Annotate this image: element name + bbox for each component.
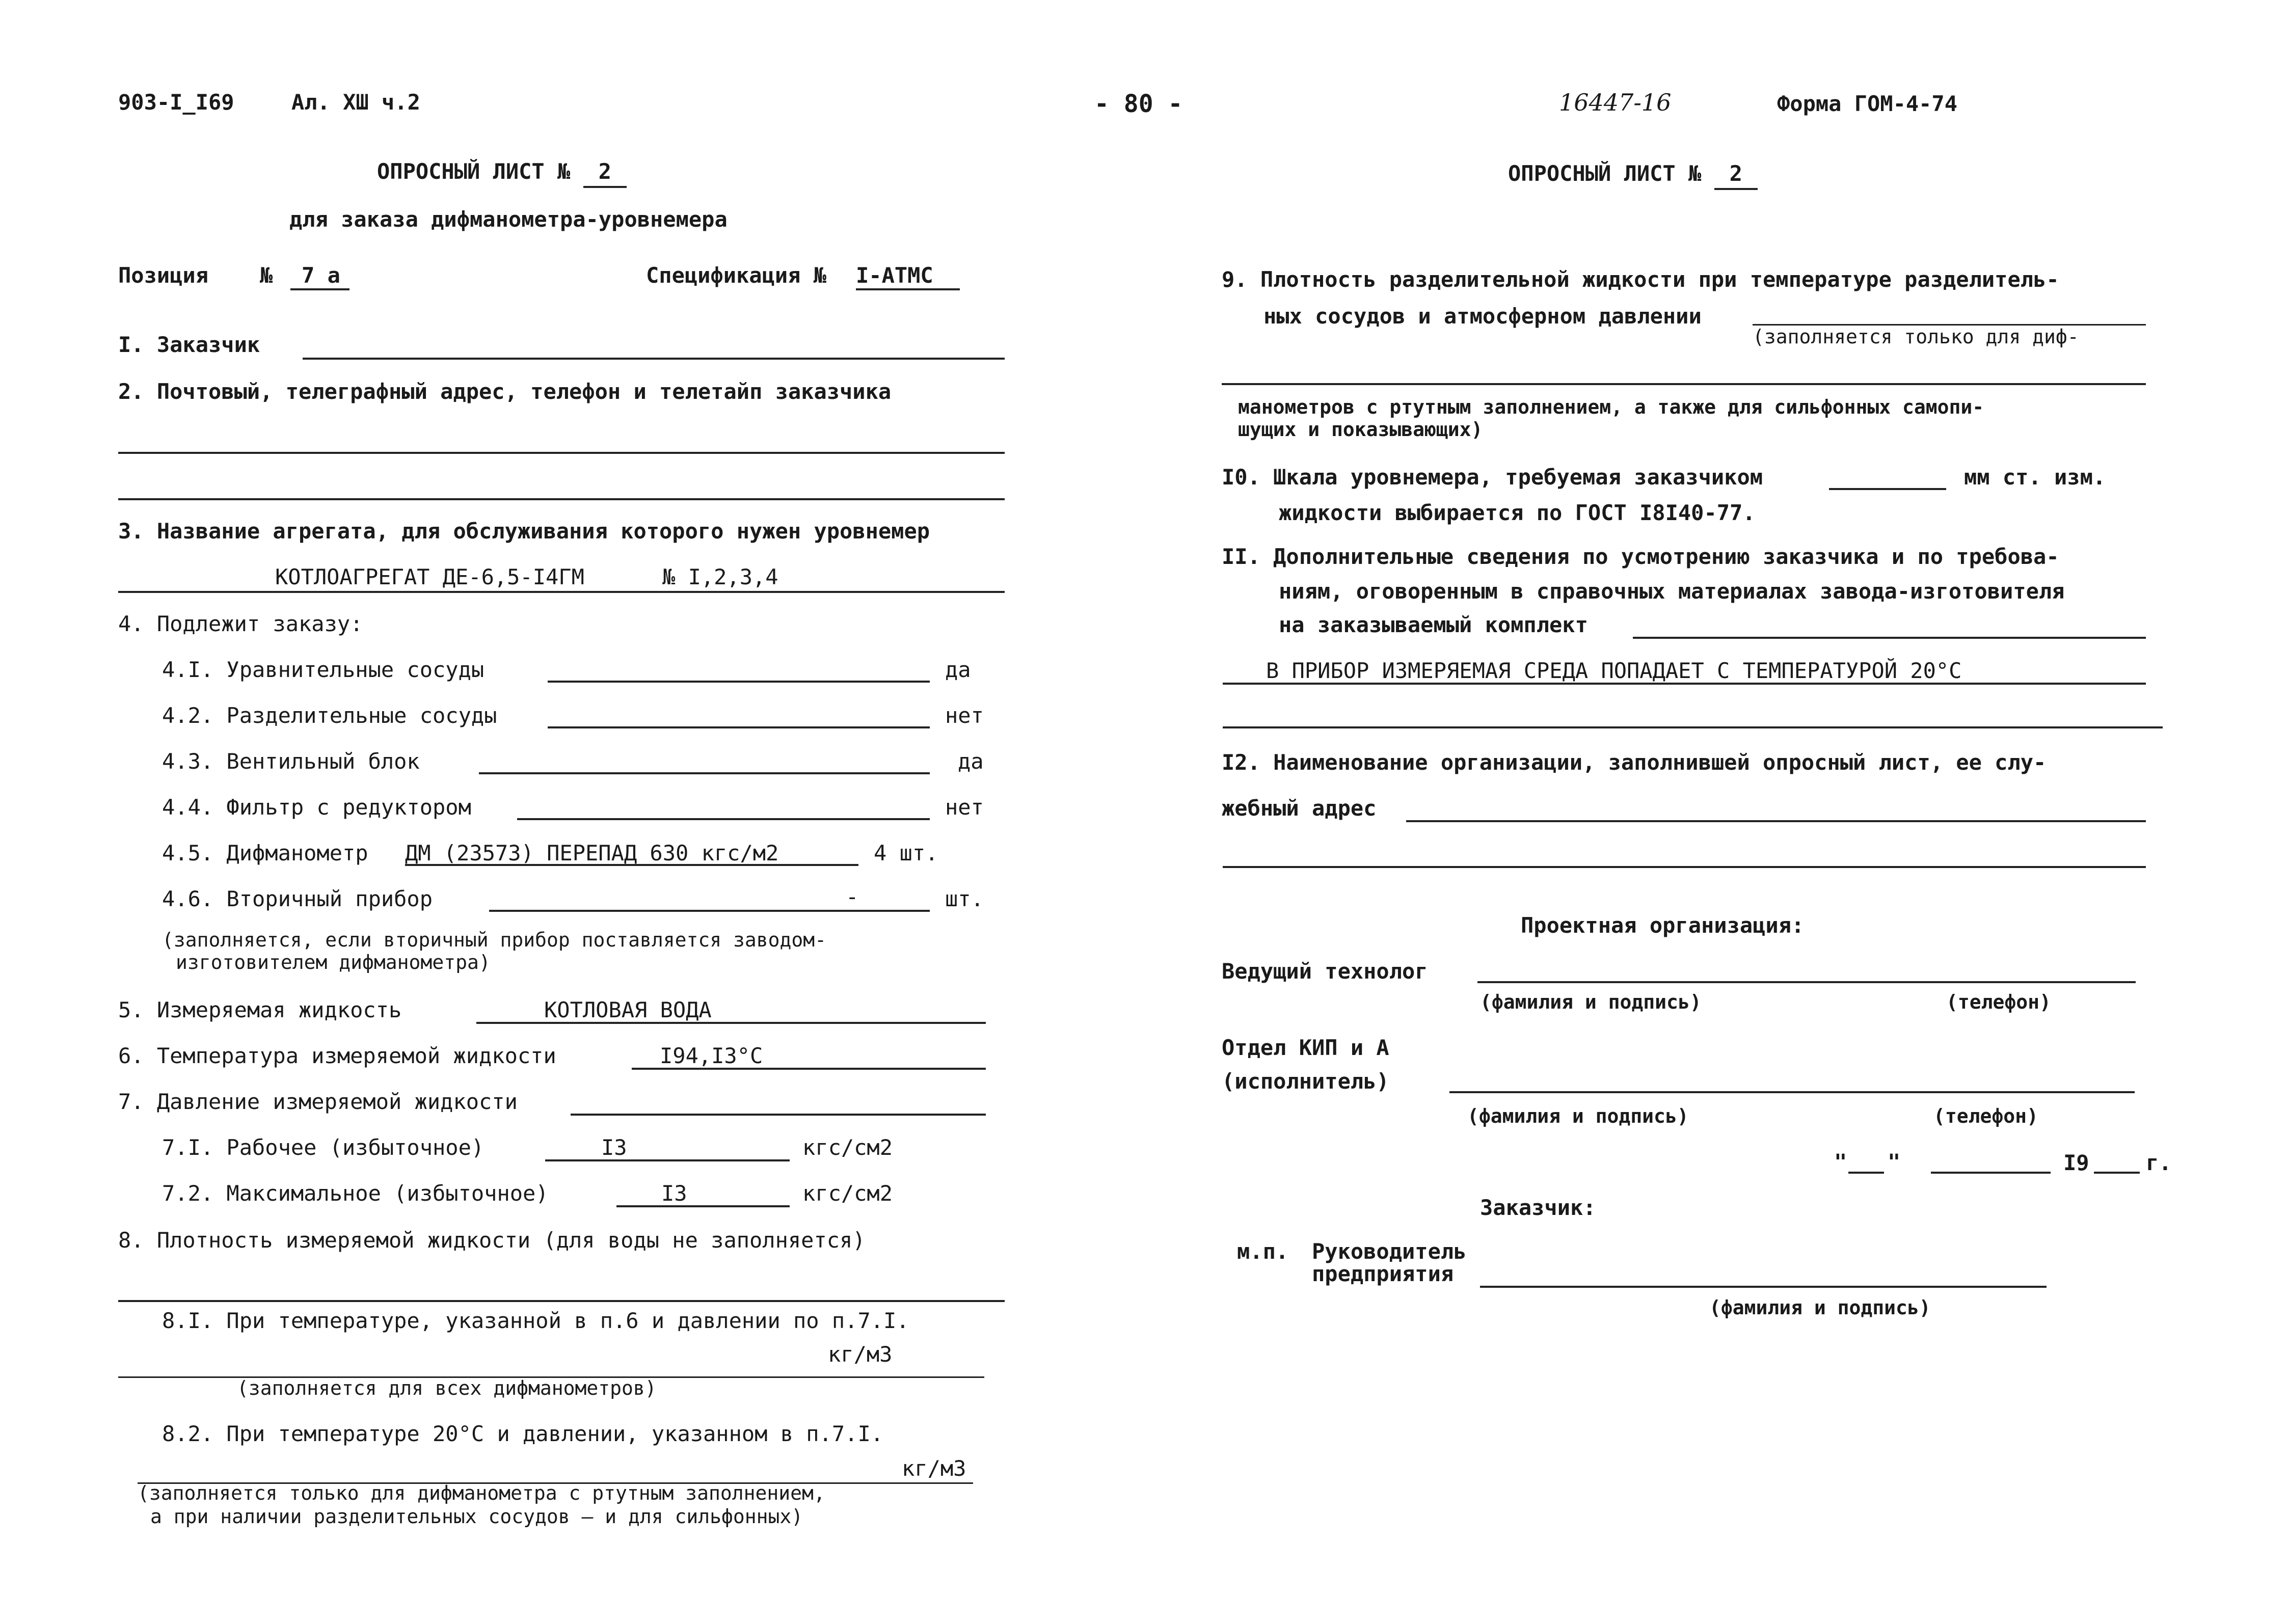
q41-line (548, 681, 930, 683)
q3-line (118, 591, 1005, 593)
left-subtitle: для заказа дифманометра-уровнемера (289, 207, 728, 232)
right-title (1508, 163, 1758, 184)
position-no: № (260, 263, 273, 288)
q11-value-line (1223, 683, 2146, 685)
date-month-line (1931, 1172, 2051, 1174)
q9-note-1: (заполняется только для диф- (1753, 326, 2079, 348)
position-value: 7 а (290, 265, 349, 290)
q43-label: 4.3. Вентильный блок (162, 749, 420, 774)
q45-value: ДМ (23573) ПЕРЕПАД 630 кгс/м2 (405, 841, 779, 865)
q82-note-2: а при наличии разделительных сосудов — и для сильфонных) (150, 1505, 803, 1528)
dept-label-2: (исполнитель) (1222, 1069, 1389, 1094)
q1-line (303, 358, 1005, 360)
q46-note-2: изготовителем дифманометра) (176, 951, 491, 973)
q43-line (479, 772, 930, 774)
q3-unit: 3. Название агрегата, для обслуживания которого нужен уровнемер (118, 519, 930, 544)
q8-line (118, 1300, 1005, 1302)
page-number: - 80 - (1094, 90, 1183, 118)
q6-temperature: 6. Температура измеряемой жидкости (118, 1043, 556, 1068)
head-label-2: предприятия (1312, 1261, 1454, 1286)
q42-label: 4.2. Разделительные сосуды (162, 703, 497, 728)
date-year-line (2094, 1172, 2140, 1174)
q72-value: I3 (661, 1181, 687, 1206)
q44-line (517, 818, 930, 820)
spec-label: Спецификация № (646, 263, 827, 288)
q11-line-3: на заказываемый комплект (1279, 612, 1588, 637)
q2-line-2 (118, 498, 1005, 500)
q9-line-2: ных сосудов и атмосферном давлении (1263, 304, 1702, 329)
q44-value: нет (945, 795, 984, 820)
head-signature-label: (фамилия и подпись) (1709, 1296, 1931, 1319)
q9-note-2: манометров с ртутным заполнением, а также для сильфонных самопи- (1238, 396, 1984, 418)
q45-line (405, 864, 858, 866)
right-title-text: ОПРОСНЫЙ ЛИСТ № (1508, 161, 1702, 186)
head-signature-line (1480, 1286, 2047, 1288)
q46-label: 4.6. Вторичный прибор (162, 886, 433, 911)
date-quote-open: " (1834, 1149, 1847, 1174)
q43-value: да (958, 749, 984, 774)
lead-tech-phone-label: (телефон) (1946, 991, 2051, 1013)
q72-unit: кгс/см2 (802, 1181, 893, 1206)
q42-value: нет (945, 703, 984, 728)
q6-line (632, 1068, 986, 1070)
date-year-suffix: г. (2146, 1150, 2172, 1175)
dept-label-1: Отдел КИП и А (1222, 1035, 1389, 1060)
left-title-text: ОПРОСНЫЙ ЛИСТ № (377, 159, 571, 184)
right-title-number: 2 (1714, 161, 1758, 190)
q12-line-2: жебный адрес (1222, 796, 1377, 821)
q9-note-3: шущих и показывающих) (1238, 418, 1483, 441)
doc-code: 903-I_I69 (118, 90, 234, 115)
q3-value: КОТЛОАГРЕГАТ ДЕ-6,5-I4ГМ (275, 564, 584, 589)
project-org-heading: Проектная организация: (1521, 913, 1805, 938)
date-day-line (1848, 1172, 1884, 1174)
q2-line-1 (118, 452, 1005, 454)
q10-scale: I0. Шкала уровнемера, требуемая заказчиком (1222, 465, 1763, 490)
q9-line (1222, 383, 2146, 385)
q3-numbers: № I,2,3,4 (662, 564, 778, 589)
q5-value: КОТЛОВАЯ ВОДА (544, 997, 712, 1022)
q5-line (476, 1022, 986, 1024)
q81-note: (заполняется для всех дифманометров) (237, 1377, 657, 1399)
q46-line (489, 910, 930, 912)
left-title-number: 2 (583, 159, 627, 188)
q71-unit: кгс/см2 (802, 1135, 893, 1160)
q71-value: I3 (601, 1135, 627, 1160)
q6-unit: °С (737, 1043, 763, 1068)
spec-value: I-АТМС (856, 265, 960, 290)
q44-label: 4.4. Фильтр с редуктором (162, 795, 471, 820)
lead-tech-signature-label: (фамилия и подпись) (1480, 991, 1702, 1013)
dept-phone-label: (телефон) (1933, 1105, 2038, 1127)
handwritten-number: 16447-16 (1559, 89, 1672, 116)
head-label-1: Руководитель (1312, 1239, 1467, 1264)
q6-number: I94,I3 (660, 1043, 737, 1068)
q8-density: 8. Плотность измеряемой жидкости (для воды не заполняется) (118, 1228, 866, 1253)
left-title (377, 161, 627, 182)
q10-line (1829, 488, 1946, 490)
q82-label: 8.2. При температуре 20°С и давлении, указанном в п.7.I. (162, 1421, 884, 1446)
stamp-place-label: м.п. (1237, 1239, 1289, 1264)
q82-note-1: (заполняется только для дифманометра с ртутным заполнением, (138, 1482, 825, 1504)
q2-address: 2. Почтовый, телеграфный адрес, телефон и телетайп заказчика (118, 379, 892, 404)
lead-technologist-label: Ведущий технолог (1222, 959, 1428, 984)
q10-unit: мм ст. изм. (1964, 465, 2106, 490)
date-quote-close: " (1888, 1149, 1901, 1174)
q11-extra-line (1223, 726, 2163, 728)
dept-line (1449, 1091, 2135, 1093)
album-label: Ал. XШ ч.2 (291, 90, 420, 115)
q71-label: 7.I. Рабочее (избыточное) (162, 1135, 485, 1160)
q71-line (545, 1159, 790, 1161)
form-label: Форма ГОМ-4-74 (1777, 91, 1958, 116)
q12-extra-line (1223, 866, 2146, 868)
date-year-prefix: I9 (2063, 1150, 2089, 1175)
q41-label: 4.I. Уравнительные сосуды (162, 657, 485, 682)
lead-technologist-line (1477, 981, 2136, 983)
q46-unit: шт. (945, 886, 984, 911)
q12-line-1: I2. Наименование организации, заполнившей опросный лист, ее слу- (1222, 750, 2047, 775)
q11-line-1: II. Дополнительные сведения по усмотрению заказчика и по требова- (1222, 544, 2059, 569)
q11-answer-line (1633, 637, 2146, 639)
q11-line-2: ниям, оговоренным в справочных материалах завода-изготовителя (1279, 579, 2065, 604)
q7-pressure: 7. Давление измеряемой жидкости (118, 1089, 518, 1114)
dept-signature-label: (фамилия и подпись) (1467, 1105, 1689, 1127)
q82-unit: кг/м3 (902, 1456, 966, 1481)
q45-label: 4.5. Дифманометр (162, 841, 368, 865)
q72-line (616, 1205, 790, 1207)
q11-value: В ПРИБОР ИЗМЕРЯЕМАЯ СРЕДА ПОПАДАЕТ С ТЕМПЕРАТУРОЙ 20°С (1266, 658, 1962, 683)
q10-line-2: жидкости выбирается по ГОСТ I8I40-77. (1279, 500, 1756, 525)
q41-value: да (945, 657, 971, 682)
q46-value: - (846, 884, 859, 909)
q45-qty: 4 шт. (874, 841, 938, 865)
q6-value (660, 1045, 763, 1067)
position-label: Позиция (118, 263, 209, 288)
q72-label: 7.2. Максимальное (избыточное) (162, 1181, 549, 1206)
q4-order: 4. Подлежит заказу: (118, 611, 363, 636)
q46-note-1: (заполняется, если вторичный прибор поставляется заводом- (162, 929, 827, 951)
customer-heading: Заказчик: (1480, 1195, 1596, 1220)
q81-unit: кг/м3 (828, 1342, 893, 1367)
q5-liquid: 5. Измеряемая жидкость (118, 997, 402, 1022)
q81-label: 8.I. При температуре, указанной в п.6 и давлении по п.7.I. (162, 1308, 909, 1333)
q9-line-1: 9. Плотность разделительной жидкости при температуре разделитель- (1222, 267, 2059, 292)
q7-line (571, 1114, 986, 1116)
q12-answer-line (1406, 820, 2146, 822)
q1-customer: I. Заказчик (118, 332, 260, 357)
q42-line (548, 726, 930, 728)
